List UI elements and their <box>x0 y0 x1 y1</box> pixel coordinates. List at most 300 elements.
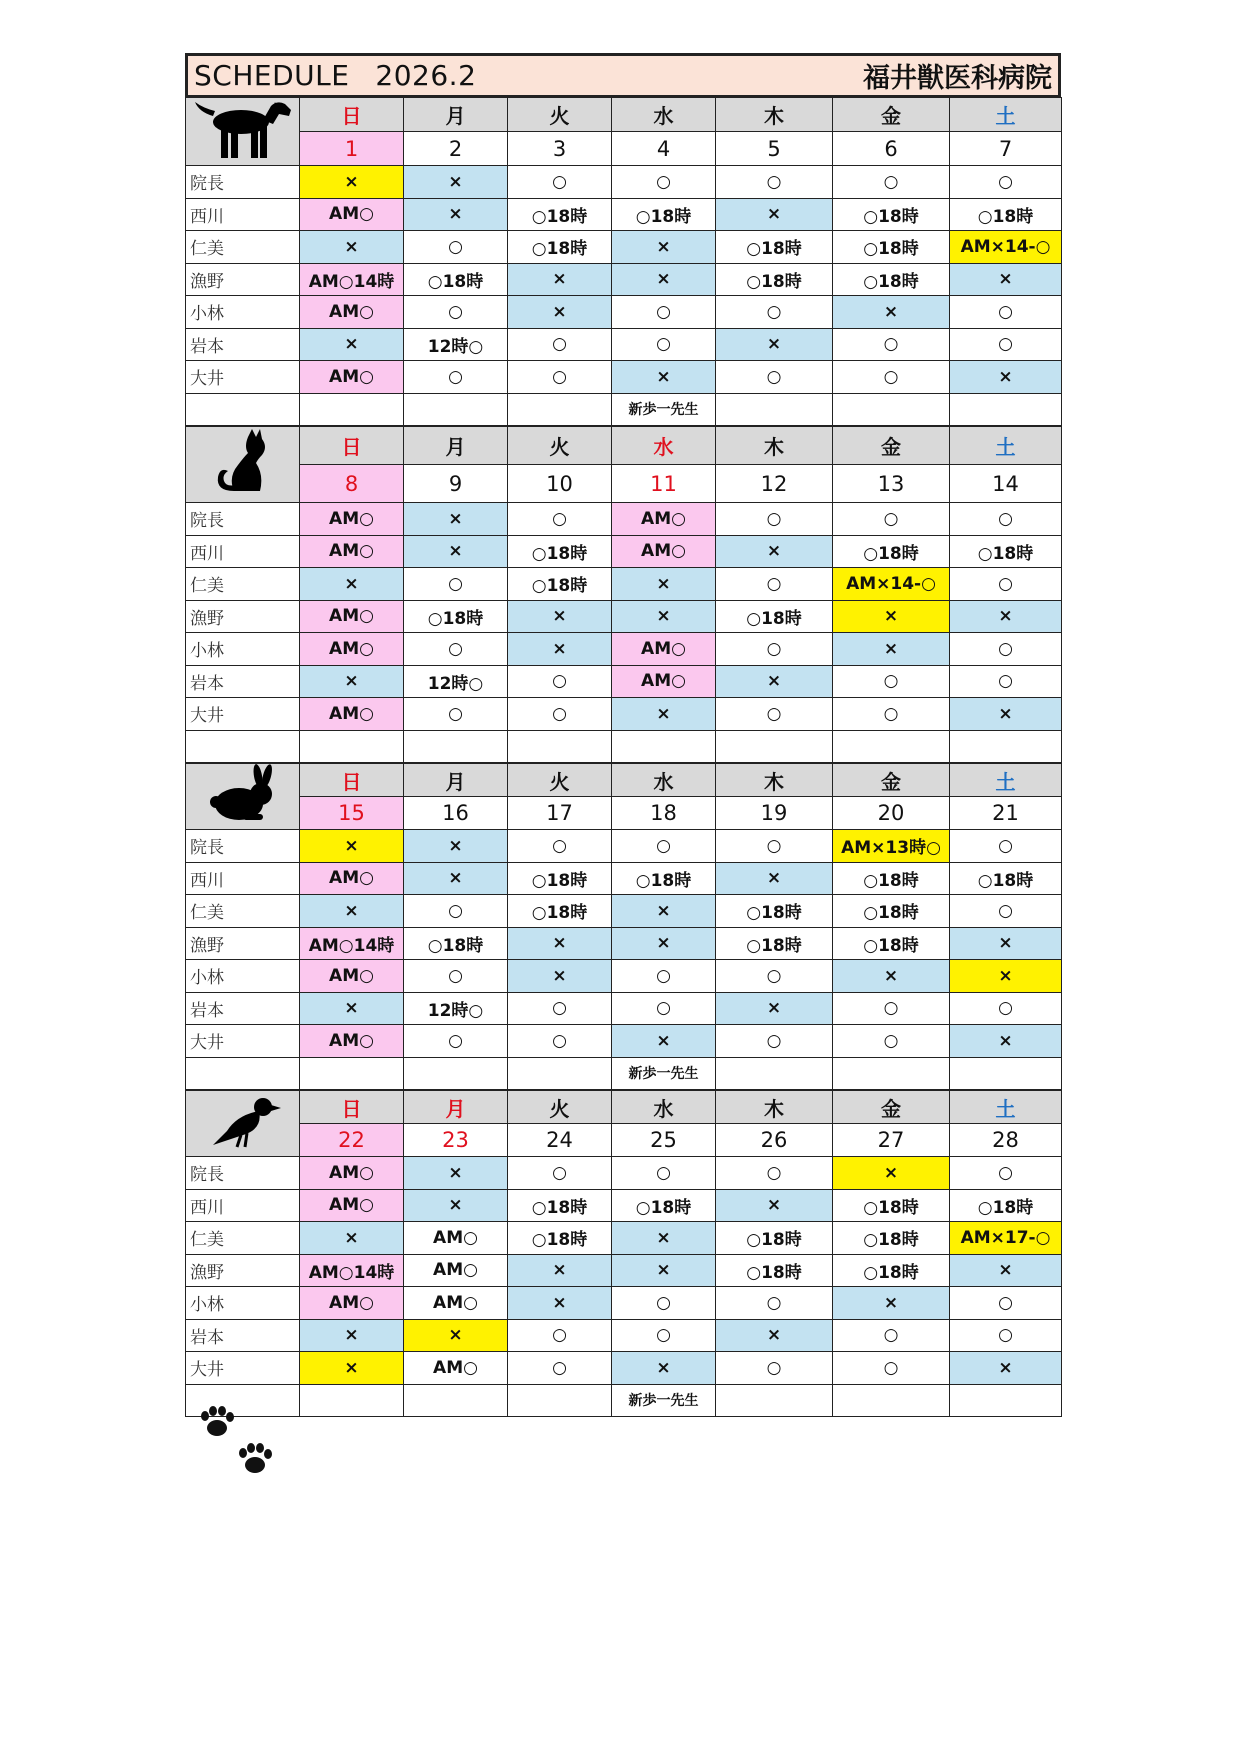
schedule-cell: × <box>612 895 716 928</box>
schedule-cell: × <box>716 535 833 568</box>
schedule-cell: ○ <box>508 361 612 394</box>
date-cell: 16 <box>404 797 508 830</box>
schedule-cell: ○18時 <box>716 263 833 296</box>
weekday-header: 金 <box>833 427 950 465</box>
schedule-cell: ○18時 <box>833 198 950 231</box>
note-cell <box>404 730 508 763</box>
schedule-cell: × <box>404 830 508 863</box>
schedule-cell: AM○14時 <box>300 1254 404 1287</box>
staff-name: 院長 <box>186 503 300 536</box>
note-cell <box>612 730 716 763</box>
schedule-cell: ○ <box>508 1157 612 1190</box>
schedule-cell: × <box>612 1222 716 1255</box>
schedule-cell: ○ <box>950 328 1062 361</box>
schedule-cell: ○ <box>716 361 833 394</box>
schedule-cell: × <box>508 927 612 960</box>
staff-name: 岩本 <box>186 992 300 1025</box>
staff-row <box>186 1025 1062 1058</box>
weekday-header: 木 <box>716 764 833 797</box>
date-cell: 1 <box>300 132 404 166</box>
schedule-cell: × <box>508 263 612 296</box>
staff-name: 大井 <box>186 361 300 394</box>
staff-row <box>186 231 1062 264</box>
staff-row <box>186 166 1062 199</box>
schedule-cell: ○ <box>833 992 950 1025</box>
schedule-cell: AM×17-○ <box>950 1222 1062 1255</box>
staff-row <box>186 698 1062 731</box>
schedule-cell: ○ <box>833 698 950 731</box>
schedule-cell: × <box>612 361 716 394</box>
schedule-cell: ○ <box>716 1157 833 1190</box>
schedule-cell: ○18時 <box>612 1189 716 1222</box>
weekday-header: 月 <box>404 1091 508 1124</box>
schedule-cell: ○ <box>950 503 1062 536</box>
weekday-header: 水 <box>612 1091 716 1124</box>
note-cell <box>300 730 404 763</box>
schedule-cell: ○18時 <box>508 1189 612 1222</box>
schedule-cell: ○18時 <box>612 198 716 231</box>
schedule-cell: × <box>300 1352 404 1385</box>
schedule-cell: AM○ <box>612 665 716 698</box>
note-cell <box>833 1384 950 1417</box>
schedule-cell: AM○ <box>300 633 404 666</box>
week-table <box>185 97 1062 426</box>
schedule-cell: × <box>833 1157 950 1190</box>
rabbit-icon <box>186 764 300 830</box>
schedule-cell: AM○ <box>300 361 404 394</box>
staff-name: 院長 <box>186 830 300 863</box>
schedule-cell: ○ <box>833 1025 950 1058</box>
schedule-cell: ○18時 <box>508 231 612 264</box>
date-cell: 2 <box>404 132 508 166</box>
schedule-cell: AM×14-○ <box>833 568 950 601</box>
note-cell <box>950 1057 1062 1090</box>
schedule-cell: ○ <box>508 830 612 863</box>
schedule-cell: ○18時 <box>833 862 950 895</box>
schedule-cell: 12時○ <box>404 328 508 361</box>
weekday-header: 金 <box>833 98 950 132</box>
schedule-cell: ○ <box>950 895 1062 928</box>
schedule-cell: ○ <box>716 633 833 666</box>
date-cell: 4 <box>612 132 716 166</box>
schedule-cell: ○18時 <box>404 600 508 633</box>
weekday-header: 土 <box>950 427 1062 465</box>
schedule-cell: × <box>404 503 508 536</box>
schedule-cell: ○18時 <box>508 895 612 928</box>
schedule-cell: ○ <box>612 992 716 1025</box>
schedule-cell: ○ <box>404 698 508 731</box>
schedule-cell: × <box>950 361 1062 394</box>
schedule-cell: ○18時 <box>612 862 716 895</box>
schedule-cell: ○18時 <box>508 568 612 601</box>
weekday-header: 木 <box>716 1091 833 1124</box>
date-cell: 15 <box>300 797 404 830</box>
staff-name: 岩本 <box>186 1319 300 1352</box>
schedule-cell: ○18時 <box>833 535 950 568</box>
schedule-cell: × <box>833 633 950 666</box>
note-cell <box>833 730 950 763</box>
schedule-cell: ○ <box>716 960 833 993</box>
schedule-cell: AM○ <box>404 1287 508 1320</box>
staff-row <box>186 992 1062 1025</box>
schedule-cell: ○ <box>508 328 612 361</box>
staff-name: 漁野 <box>186 927 300 960</box>
schedule-cell: ○18時 <box>404 263 508 296</box>
schedule-cell: AM○ <box>300 600 404 633</box>
note-label-cell <box>186 1057 300 1090</box>
staff-name: 西川 <box>186 198 300 231</box>
schedule-cell: ○ <box>404 960 508 993</box>
date-cell: 26 <box>716 1124 833 1157</box>
date-cell: 8 <box>300 465 404 503</box>
schedule-cell: ○18時 <box>716 600 833 633</box>
schedule-cell: × <box>508 960 612 993</box>
schedule-cell: ○ <box>716 830 833 863</box>
schedule-cell: ○ <box>833 665 950 698</box>
note-cell <box>404 1384 508 1417</box>
weekday-header: 土 <box>950 764 1062 797</box>
schedule-cell: ○ <box>508 1025 612 1058</box>
staff-name: 西川 <box>186 1189 300 1222</box>
schedule-cell: ○ <box>612 328 716 361</box>
schedule-cell: ○ <box>716 568 833 601</box>
note-cell <box>716 1384 833 1417</box>
schedule-cell: ○18時 <box>508 198 612 231</box>
schedule-cell: × <box>404 535 508 568</box>
schedule-cell: ○18時 <box>508 1222 612 1255</box>
staff-row <box>186 361 1062 394</box>
staff-name: 大井 <box>186 1352 300 1385</box>
staff-name: 西川 <box>186 535 300 568</box>
staff-row <box>186 960 1062 993</box>
week-table <box>185 426 1062 763</box>
schedule-cell: ○ <box>950 1157 1062 1190</box>
note-cell <box>716 393 833 426</box>
note-cell <box>950 730 1062 763</box>
date-cell: 7 <box>950 132 1062 166</box>
schedule-cell: ○ <box>716 1352 833 1385</box>
bird-icon <box>186 1091 300 1157</box>
schedule-cell: ○ <box>833 328 950 361</box>
weekday-header: 日 <box>300 764 404 797</box>
schedule-cell: AM○ <box>404 1254 508 1287</box>
schedule-cell: ○18時 <box>833 231 950 264</box>
staff-row <box>186 665 1062 698</box>
staff-name: 仁美 <box>186 231 300 264</box>
weekday-header: 日 <box>300 427 404 465</box>
date-cell: 14 <box>950 465 1062 503</box>
weekday-header: 火 <box>508 764 612 797</box>
date-cell: 10 <box>508 465 612 503</box>
schedule-cell: AM×13時○ <box>833 830 950 863</box>
schedule-cell: × <box>950 600 1062 633</box>
weekday-header: 火 <box>508 98 612 132</box>
paw-icon <box>239 1443 272 1473</box>
schedule-cell: × <box>404 198 508 231</box>
schedule-cell: × <box>404 1319 508 1352</box>
weekday-header: 金 <box>833 764 950 797</box>
schedule-cell: × <box>508 600 612 633</box>
schedule-cell: × <box>300 895 404 928</box>
staff-row <box>186 503 1062 536</box>
schedule-cell: ○18時 <box>833 1254 950 1287</box>
schedule-cell: ○18時 <box>833 927 950 960</box>
schedule-cell: × <box>508 296 612 329</box>
schedule-cell: AM○ <box>300 503 404 536</box>
schedule-cell: ○ <box>612 1287 716 1320</box>
weekday-header: 木 <box>716 427 833 465</box>
schedule-cell: AM○ <box>612 503 716 536</box>
schedule-cell: ○18時 <box>508 535 612 568</box>
schedule-cell: × <box>300 830 404 863</box>
schedule-cell: ○ <box>508 665 612 698</box>
schedule-cell: × <box>833 1287 950 1320</box>
note-cell <box>300 1384 404 1417</box>
title-bar <box>185 53 1061 97</box>
week-table <box>185 1090 1062 1417</box>
schedule-cell: AM○ <box>300 698 404 731</box>
schedule-cell: ○ <box>612 1157 716 1190</box>
schedule-cell: ○ <box>508 1319 612 1352</box>
schedule-cell: × <box>300 568 404 601</box>
schedule-cell: × <box>404 1157 508 1190</box>
schedule-cell: × <box>404 1189 508 1222</box>
staff-row <box>186 1254 1062 1287</box>
staff-row <box>186 600 1062 633</box>
date-cell: 28 <box>950 1124 1062 1157</box>
note-cell <box>508 1057 612 1090</box>
schedule-cell: ○ <box>716 698 833 731</box>
page-title <box>194 59 502 92</box>
note-cell <box>950 393 1062 426</box>
schedule-cell: ○ <box>833 1352 950 1385</box>
schedule-cell: 12時○ <box>404 992 508 1025</box>
schedule-cell: ○ <box>612 1319 716 1352</box>
schedule-cell: ○18時 <box>833 263 950 296</box>
weekday-header: 水 <box>612 427 716 465</box>
schedule-cell: ○18時 <box>833 1222 950 1255</box>
schedule-cell: × <box>716 1189 833 1222</box>
schedule-cell: AM○ <box>300 1189 404 1222</box>
staff-name: 仁美 <box>186 568 300 601</box>
schedule-cell: × <box>612 1254 716 1287</box>
schedule-cell: ○ <box>612 166 716 199</box>
staff-name: 岩本 <box>186 328 300 361</box>
staff-name: 岩本 <box>186 665 300 698</box>
schedule-cell: AM○ <box>300 198 404 231</box>
schedule-cell: × <box>950 263 1062 296</box>
schedule-cell: × <box>612 1352 716 1385</box>
schedule-cell: × <box>716 198 833 231</box>
weekday-header: 土 <box>950 1091 1062 1124</box>
date-cell: 17 <box>508 797 612 830</box>
note-cell <box>300 393 404 426</box>
schedule-cell: × <box>833 600 950 633</box>
schedule-cell: ○18時 <box>716 1222 833 1255</box>
date-cell: 5 <box>716 132 833 166</box>
schedule-cell: AM○ <box>300 296 404 329</box>
date-cell: 18 <box>612 797 716 830</box>
date-cell: 27 <box>833 1124 950 1157</box>
staff-name: 西川 <box>186 862 300 895</box>
staff-name: 漁野 <box>186 1254 300 1287</box>
staff-row <box>186 633 1062 666</box>
weekday-header: 月 <box>404 427 508 465</box>
schedule-cell: AM○ <box>404 1222 508 1255</box>
schedule-cell: × <box>612 568 716 601</box>
schedule-cell: ○ <box>404 1025 508 1058</box>
staff-row <box>186 535 1062 568</box>
note-cell <box>716 1057 833 1090</box>
schedule-cell: ○ <box>716 1287 833 1320</box>
note-cell: 新歩一先生 <box>612 1384 716 1417</box>
schedule-cell: ○18時 <box>508 862 612 895</box>
weekday-header: 土 <box>950 98 1062 132</box>
staff-row <box>186 830 1062 863</box>
schedule-cell: × <box>716 1319 833 1352</box>
weekday-header: 日 <box>300 1091 404 1124</box>
schedule-cell: × <box>612 263 716 296</box>
schedule-cell: ○ <box>404 895 508 928</box>
schedule-cell: AM○14時 <box>300 927 404 960</box>
dog-icon <box>186 98 300 166</box>
schedule-cell: ○ <box>508 503 612 536</box>
note-label-cell <box>186 730 300 763</box>
schedule-cell: ○18時 <box>950 198 1062 231</box>
weekday-header: 月 <box>404 98 508 132</box>
schedule-cell: × <box>716 665 833 698</box>
schedule-cell: ○ <box>612 296 716 329</box>
title-month: 2026.2 <box>375 59 477 92</box>
schedule-cell: ○ <box>950 992 1062 1025</box>
weekday-header: 木 <box>716 98 833 132</box>
schedule-cell: 12時○ <box>404 665 508 698</box>
weekday-header: 火 <box>508 1091 612 1124</box>
date-cell: 24 <box>508 1124 612 1157</box>
schedule-cell: × <box>950 960 1062 993</box>
schedule-cell: × <box>508 1287 612 1320</box>
staff-row <box>186 1157 1062 1190</box>
schedule-cell: AM×14-○ <box>950 231 1062 264</box>
schedule-cell: ○ <box>612 960 716 993</box>
schedule-cell: ○ <box>716 296 833 329</box>
staff-name: 漁野 <box>186 600 300 633</box>
schedule-cell: AM○ <box>300 862 404 895</box>
schedule-cell: AM○ <box>300 535 404 568</box>
date-cell: 6 <box>833 132 950 166</box>
schedule-cell: ○ <box>950 166 1062 199</box>
paw-icon <box>201 1406 234 1436</box>
date-cell: 9 <box>404 465 508 503</box>
date-cell: 11 <box>612 465 716 503</box>
schedule-cell: ○ <box>950 830 1062 863</box>
schedule-cell: × <box>300 665 404 698</box>
schedule-cell: ○ <box>716 503 833 536</box>
schedule-cell: × <box>404 862 508 895</box>
schedule-cell: ○ <box>950 568 1062 601</box>
staff-name: 小林 <box>186 960 300 993</box>
schedule-sheet <box>185 53 1061 1417</box>
note-cell <box>833 393 950 426</box>
note-cell <box>950 1384 1062 1417</box>
schedule-cell: × <box>612 698 716 731</box>
staff-name: 小林 <box>186 633 300 666</box>
staff-row <box>186 296 1062 329</box>
staff-row <box>186 862 1062 895</box>
schedule-cell: ○ <box>833 1319 950 1352</box>
staff-row <box>186 263 1062 296</box>
schedule-cell: × <box>300 231 404 264</box>
schedule-cell: × <box>950 1025 1062 1058</box>
weekday-header: 月 <box>404 764 508 797</box>
schedule-cell: ○ <box>508 992 612 1025</box>
date-cell: 23 <box>404 1124 508 1157</box>
date-cell: 13 <box>833 465 950 503</box>
weekday-header: 水 <box>612 764 716 797</box>
schedule-cell: ○ <box>404 568 508 601</box>
schedule-cell: × <box>300 328 404 361</box>
schedule-cell: AM○ <box>300 1287 404 1320</box>
staff-row <box>186 1352 1062 1385</box>
staff-row <box>186 1319 1062 1352</box>
staff-name: 仁美 <box>186 1222 300 1255</box>
paw-prints-icon <box>195 1405 285 1485</box>
schedule-cell: AM○ <box>300 1157 404 1190</box>
note-label-cell <box>186 393 300 426</box>
staff-name: 院長 <box>186 1157 300 1190</box>
weeks-container <box>185 97 1061 1417</box>
staff-name: 漁野 <box>186 263 300 296</box>
note-cell <box>716 730 833 763</box>
staff-name: 院長 <box>186 166 300 199</box>
note-cell <box>508 1384 612 1417</box>
schedule-cell: AM○ <box>612 535 716 568</box>
schedule-cell: ○18時 <box>716 1254 833 1287</box>
schedule-cell: ○ <box>404 361 508 394</box>
staff-row <box>186 328 1062 361</box>
schedule-cell: × <box>300 166 404 199</box>
note-cell: 新歩一先生 <box>612 393 716 426</box>
schedule-cell: ○18時 <box>833 1189 950 1222</box>
title-label: SCHEDULE <box>194 59 350 92</box>
weekday-header: 火 <box>508 427 612 465</box>
schedule-cell: ○ <box>404 296 508 329</box>
date-cell: 25 <box>612 1124 716 1157</box>
weekday-header: 金 <box>833 1091 950 1124</box>
schedule-cell: ○ <box>716 166 833 199</box>
hospital-name: 福井獣医科病院 <box>863 63 1052 94</box>
schedule-cell: × <box>716 862 833 895</box>
staff-row <box>186 1222 1062 1255</box>
schedule-cell: × <box>612 600 716 633</box>
schedule-cell: AM○ <box>300 1025 404 1058</box>
staff-row <box>186 568 1062 601</box>
schedule-cell: ○18時 <box>833 895 950 928</box>
schedule-cell: × <box>300 1319 404 1352</box>
staff-name: 小林 <box>186 1287 300 1320</box>
schedule-cell: AM○ <box>612 633 716 666</box>
schedule-cell: × <box>508 633 612 666</box>
schedule-cell: × <box>833 960 950 993</box>
date-cell: 3 <box>508 132 612 166</box>
schedule-cell: ○18時 <box>950 1189 1062 1222</box>
schedule-cell: ○18時 <box>716 895 833 928</box>
staff-row <box>186 895 1062 928</box>
schedule-cell: ○18時 <box>950 535 1062 568</box>
schedule-cell: × <box>716 328 833 361</box>
schedule-cell: × <box>612 231 716 264</box>
schedule-cell: ○ <box>950 665 1062 698</box>
